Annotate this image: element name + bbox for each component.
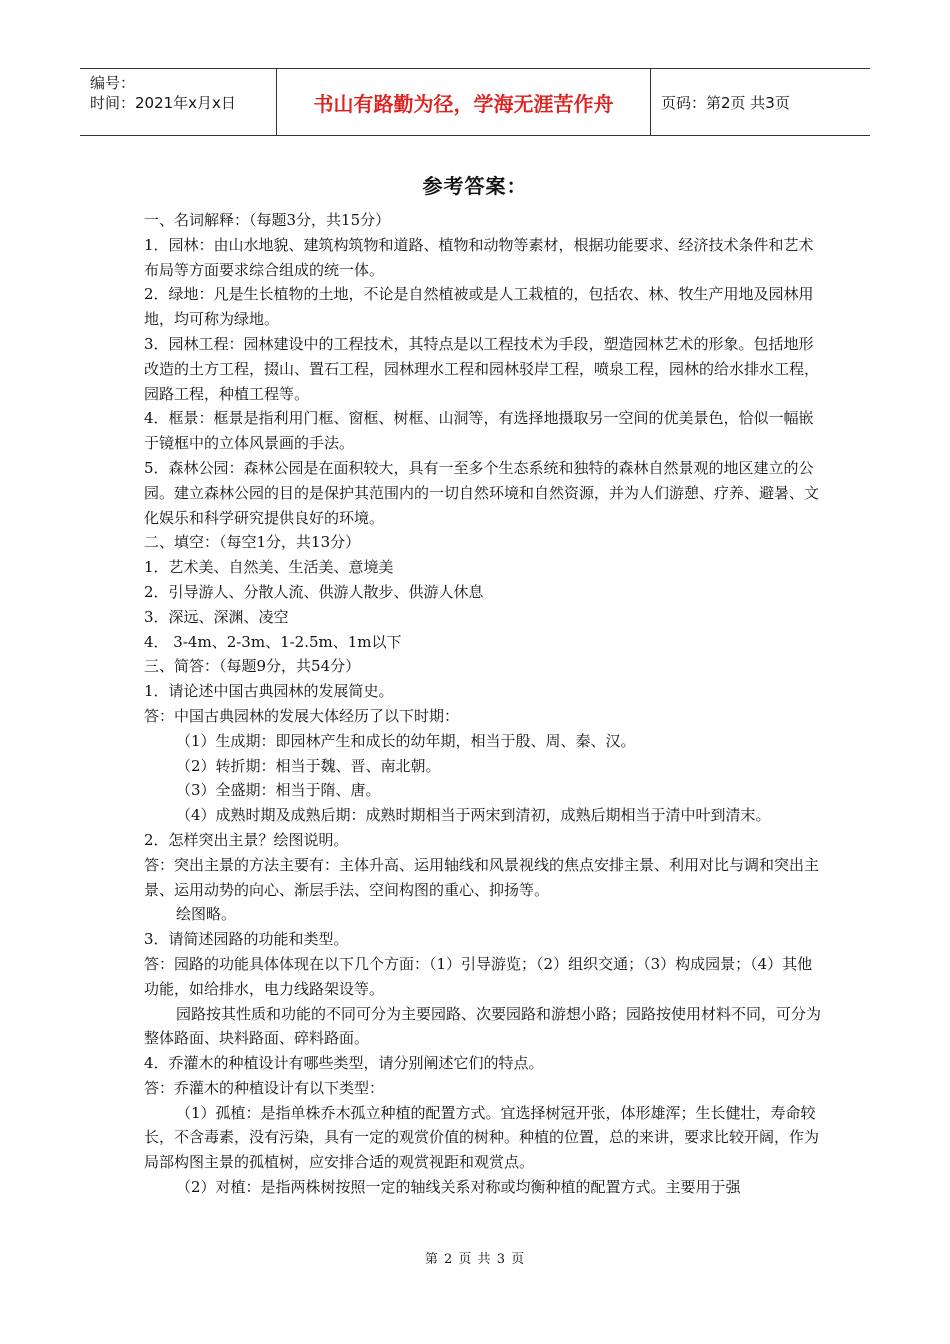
answer-item: （1）生成期：即园林产生和成长的幼年期，相当于殷、周、秦、汉。 — [176, 731, 636, 750]
section-heading: 三、简答：（每题9分，共54分） — [144, 657, 361, 676]
paragraph: 4．框景：框景是指利用门框、窗框、树框、山洞等，有选择地摄取另一空间的优美景色，恰似一幅嵌于镜框中的立体风景画的手法。 — [144, 409, 814, 453]
paragraph: 3．园林工程：园林建设中的工程技术，其特点是以工程技术为手段，塑造园林艺术的形象。包括地形改造的土方工程，掇山、置石工程，园林理水工程和园林驳岸工程，喷泉工程，园林的给水排水工程，园路工程，种植工程等。 — [144, 334, 820, 403]
paragraph: 2．引导游人、分散人流、供游人散步、供游人休息 — [144, 582, 484, 601]
answer-item: （2）对植：是指两株树按照一定的轴线关系对称或均衡种植的配置方式。主要用于强 — [176, 1178, 741, 1197]
paragraph: 1．园林：由山水地貌、建筑构筑物和道路、植物和动物等素材，根据功能要求、经济技术条件和艺术布局等方面要求综合组成的统一体。 — [144, 235, 814, 279]
question: 3．请简述园路的功能和类型。 — [144, 930, 349, 949]
section-heading: 一、名词解释：（每题3分，共15分） — [144, 211, 391, 229]
question: 4．乔灌木的种植设计有哪些类型，请分别阐述它们的特点。 — [144, 1054, 544, 1073]
answer-item: （1）孤植：是指单株乔木孤立种植的配置方式。宜选择树冠开张，体形雄浑；生长健壮，寿命较长，不含毒素，没有污染，具有一定的观赏价值的树种。种植的位置，总的来讲，要求比较开阔，作为局部构图主景的孤植树，应安排合适的观赏视距和观赏点。 — [144, 1103, 820, 1172]
date-label: 时间：2021年x月x日 — [90, 94, 236, 112]
answer-item: 园路按其性质和功能的不同可分为主要园路、次要园路和游想小路；园路按使用材料不同，可分为整体路面、块料路面、碎料路面。 — [144, 1004, 822, 1048]
answer: 答：园路的功能具体体现在以下几个方面：（1）引导游览；（2）组织交通；（3）构成园景；（4）其他功能，如给排水，电力线路架设等。 — [144, 954, 813, 998]
answer-item: （4）成熟时期及成熟后期：成熟时期相当于两宋到清初，成熟后期相当于清中叶到清末。 — [176, 806, 771, 825]
paragraph: 5．森林公园：森林公园是在面积较大，具有一至多个生态系统和独特的森林自然景观的地区建立的公园。建立森林公园的目的是保护其范围内的一切自然环境和自然资源，并为人们游憩、疗养、避暑、文化娱乐和科学研究提供良好的环境。 — [144, 458, 820, 527]
answer-item: （2）转折期：相当于魏、晋、南北朝。 — [176, 756, 441, 775]
answer: 答：中国古典园林的发展大体经历了以下时期： — [144, 706, 460, 725]
section-heading: 二、填空：（每空1分，共13分） — [144, 533, 361, 552]
question: 1．请论述中国古典园林的发展简史。 — [144, 682, 394, 701]
answer-item: 绘图略。 — [176, 905, 237, 924]
header-page-info: 页码：第2页 共3页 — [661, 93, 790, 112]
paragraph: 1．艺术美、自然美、生活美、意境美 — [144, 558, 394, 577]
page-title: 参考答案： — [422, 174, 528, 198]
header-left-cell — [80, 69, 277, 135]
page-header — [80, 68, 870, 136]
number-label: 编号： — [90, 74, 136, 92]
header-motto: 书山有路勤为径，学海无涯苦作舟 — [277, 69, 651, 135]
paragraph: 3．深远、深渊、凌空 — [144, 607, 289, 626]
answer: 答：乔灌木的种植设计有以下类型： — [144, 1078, 385, 1097]
answer-item: （3）全盛期：相当于隋、唐。 — [176, 781, 381, 800]
answer: 答：突出主景的方法主要有：主体升高、运用轴线和风景视线的焦点安排主景、利用对比与调和突出主景、运用动势的向心、渐层手法、空间构图的重心、抑扬等。 — [144, 855, 820, 899]
paragraph: 4． 3-4m、2-3m、1-2.5m、1m以下 — [144, 632, 402, 651]
question: 2．怎样突出主景？绘图说明。 — [144, 830, 349, 849]
document-body — [144, 208, 822, 1200]
paragraph: 2．绿地：凡是生长植物的土地，不论是自然植被或是人工栽植的，包括农、林、牧生产用地及园林用地，均可称为绿地。 — [144, 285, 814, 329]
page-footer: 第 2 页 共 3 页 — [424, 1252, 526, 1267]
